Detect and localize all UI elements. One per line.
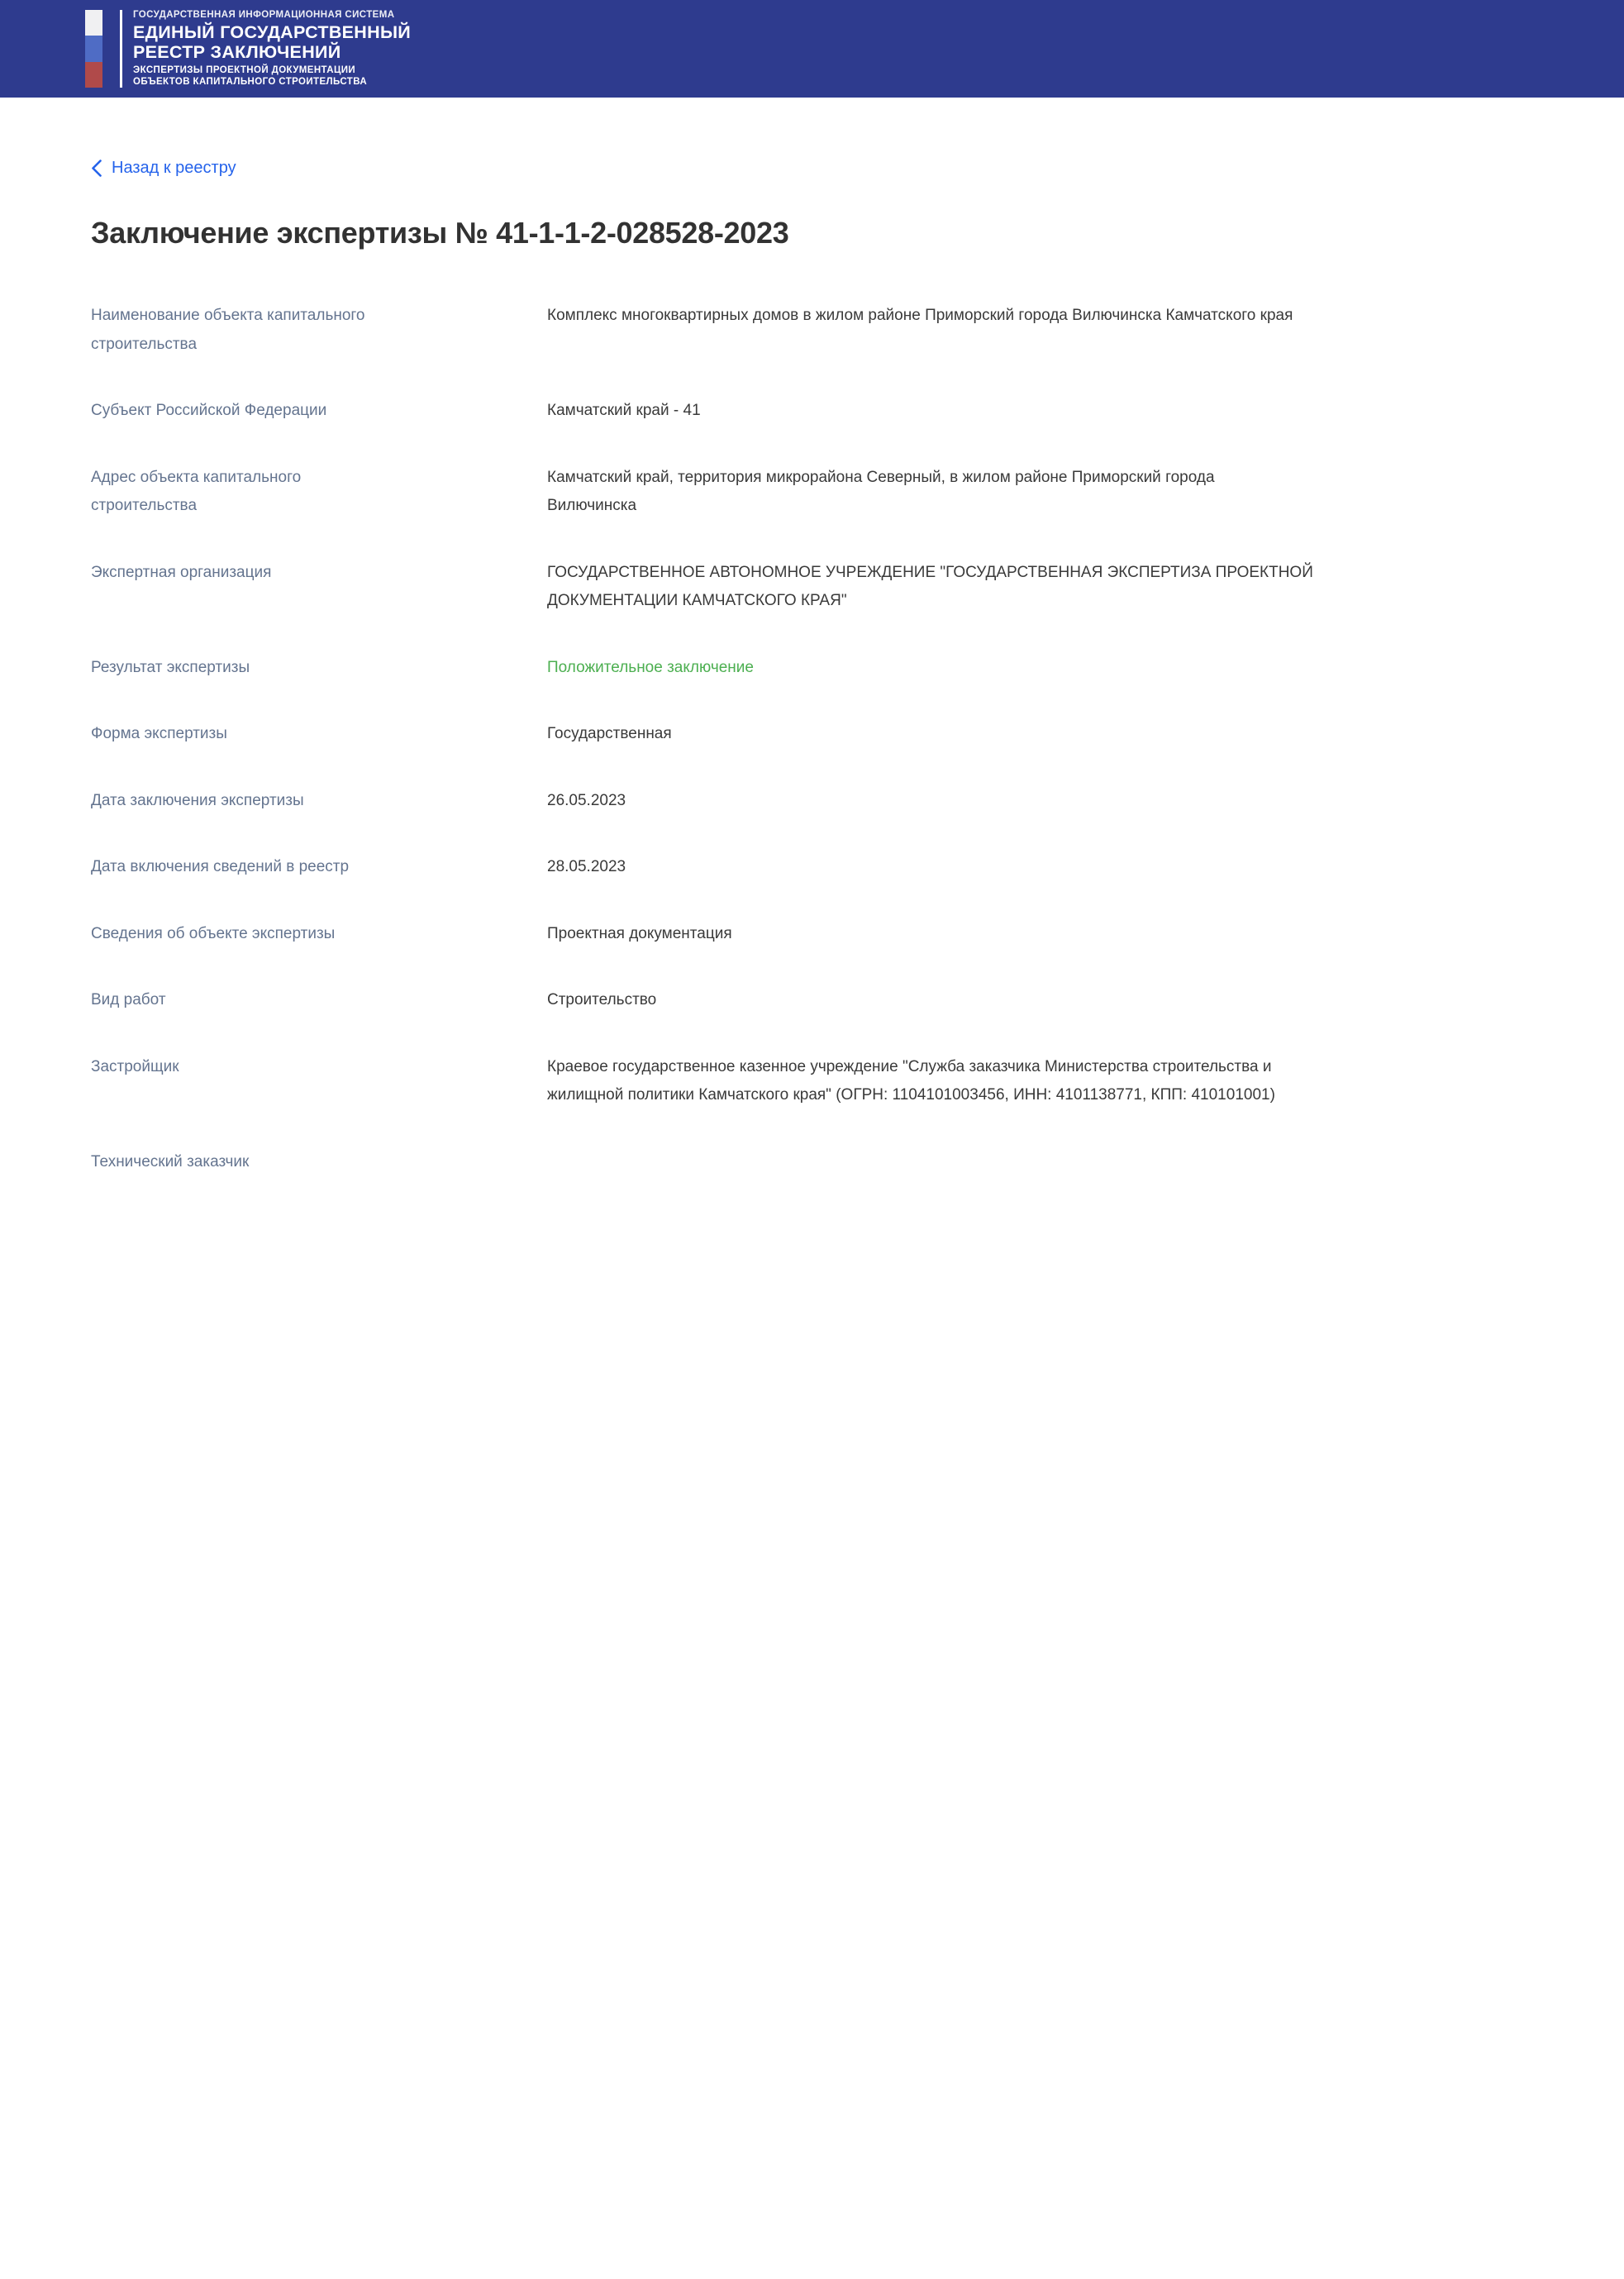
logo-divider — [120, 10, 122, 88]
field-label: Дата заключения экспертизы — [91, 791, 304, 809]
field-row — [91, 397, 1554, 426]
field-value — [547, 1148, 1554, 1177]
back-to-registry-link[interactable] — [91, 159, 236, 178]
field-value: Камчатский край, территория микрорайона Северный, в жилом районе Приморский города Вилючинска — [547, 468, 1215, 514]
logo-title-line2: РЕЕСТР ЗАКЛЮЧЕНИЙ — [133, 42, 341, 62]
field-row — [91, 920, 1554, 949]
field-row — [91, 559, 1554, 616]
field-row — [91, 464, 1554, 521]
field-row — [91, 302, 1554, 359]
main-content — [0, 98, 1624, 1176]
field-value: ГОСУДАРСТВЕННОЕ АВТОНОМНОЕ УЧРЕЖДЕНИЕ "ГОСУДАРСТВЕННАЯ ЭКСПЕРТИЗА ПРОЕКТНОЙ ДОКУМЕНТАЦИИ КАМЧАТСКОГО КРАЯ" — [547, 563, 1313, 609]
field-row — [91, 720, 1554, 749]
field-row — [91, 1053, 1554, 1110]
field-label: Застройщик — [91, 1057, 179, 1075]
field-value: Комплекс многоквартирных домов в жилом районе Приморский города Вилючинска Камчатского края — [547, 307, 1293, 324]
field-label: Сведения об объекте экспертизы — [91, 924, 336, 942]
field-label: Субъект Российской Федерации — [91, 402, 327, 419]
flag-blue-stripe — [85, 36, 102, 61]
field-row — [91, 986, 1554, 1015]
egrz-logo[interactable] — [85, 10, 411, 88]
field-row — [91, 654, 1554, 683]
field-value: 26.05.2023 — [547, 791, 626, 809]
field-value: Камчатский край - 41 — [547, 402, 701, 419]
fields-list — [91, 302, 1554, 1176]
field-row — [91, 853, 1554, 882]
field-row — [91, 787, 1554, 816]
flag-red-stripe — [85, 62, 102, 88]
field-value: Строительство — [547, 991, 657, 1008]
field-label: Экспертная организация — [91, 563, 272, 581]
chevron-left-icon — [91, 160, 102, 177]
page-title: Заключение экспертизы № 41-1-1-2-028528-2023 — [91, 216, 789, 250]
back-link-label: Назад к реестру — [112, 159, 236, 177]
field-value: Положительное заключение — [547, 658, 754, 676]
field-row — [91, 1148, 1554, 1177]
field-label: Дата включения сведений в реестр — [91, 858, 350, 875]
logo-text — [133, 10, 411, 88]
logo-title-line1: ЕДИНЫЙ ГОСУДАРСТВЕННЫЙ — [133, 22, 412, 42]
field-label: Вид работ — [91, 991, 166, 1008]
logo-subtitle-line1: ЭКСПЕРТИЗЫ ПРОЕКТНОЙ ДОКУМЕНТАЦИИ — [133, 65, 356, 75]
field-value: 28.05.2023 — [547, 858, 626, 875]
field-label: Форма экспертизы — [91, 725, 227, 742]
field-label: Адрес объекта капитального строительства — [91, 468, 302, 514]
app-header — [0, 0, 1624, 98]
flag-white-stripe — [85, 10, 102, 36]
russian-flag-icon — [85, 10, 102, 88]
field-value: Краевое государственное казенное учреждение "Служба заказчика Министерства строительства и жилищной политики Камчатского края" (ОГРН: 1104101003456, ИНН: 4101138771, КПП: 410101001) — [547, 1057, 1275, 1104]
logo-subtitle-line2: ОБЪЕКТОВ КАПИТАЛЬНОГО СТРОИТЕЛЬСТВА — [133, 76, 368, 87]
field-value: Государственная — [547, 725, 672, 742]
field-label: Технический заказчик — [91, 1152, 250, 1170]
field-label: Наименование объекта капитального строительства — [91, 307, 365, 353]
field-label: Результат экспертизы — [91, 658, 250, 676]
field-value: Проектная документация — [547, 924, 732, 942]
logo-system-line: ГОСУДАРСТВЕННАЯ ИНФОРМАЦИОННАЯ СИСТЕМА — [133, 10, 395, 20]
